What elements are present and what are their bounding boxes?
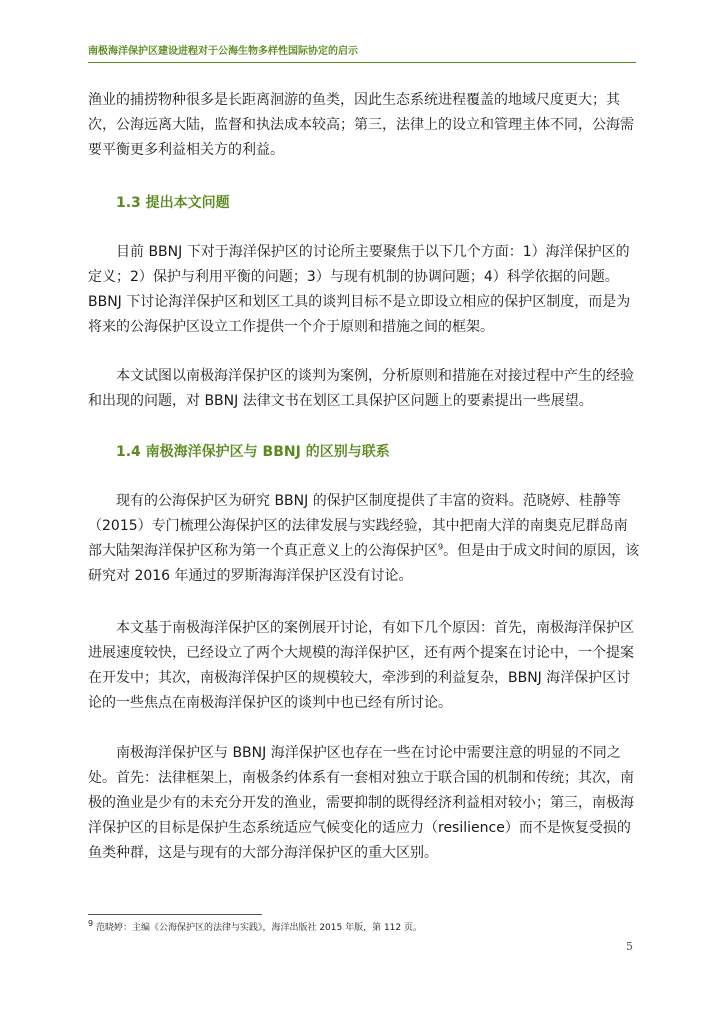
footnote [88, 920, 648, 933]
paragraph-1: 渔业的捕捞物种很多是长距离洄游的鱼类，因此生态系统进程覆盖的地域尺度更大；其次，公海远离大陆，监督和执法成本较高；第三，法律上的设立和管理主体不同，公海需要平衡更多利益相关方的利益。 [88, 92, 634, 158]
header-rule [88, 62, 636, 63]
paragraph-5: 本文基于南极海洋保护区的案例展开讨论，有如下几个原因：首先，南极海洋保护区进展速度较快，已经设立了两个大规模的海洋保护区，还有两个提案在讨论中，一个提案在开发中；其次，南极海洋保护区的规模较大，牵涉到的利益复杂，BBNJ 海洋保护区讨论的一些焦点在南极海洋保护区的谈判中也已经有所讨论。 [88, 620, 634, 711]
paragraph-2: 目前 BBNJ 下对于海洋保护区的讨论所主要聚焦于以下几个方面：1）海洋保护区的定义；2）保护与利用平衡的问题；3）与现有机制的协调问题；4）科学依据的问题。BBNJ 下讨论海洋保护区和划区工具的谈判目标不是立即设立相应的保护区制度，而是为将来的公海保护区设立工作提供一个介于原则和措施之间的框架。 [88, 244, 631, 335]
section-heading-1-3: 1.3 提出本文问题 [116, 195, 230, 211]
footnote-reference[interactable]: 9 [438, 542, 444, 552]
footnote-rule [88, 914, 262, 915]
paragraph-6: 南极海洋保护区与 BBNJ 海洋保护区也存在一些在讨论中需要注意的明显的不同之处。首先：法律框架上，南极条约体系有一套相对独立于联合国的机制和传统；其次，南极的渔业是少有的未充分开发的渔业，需要抑制的既得经济利益相对较小；第三，南极海洋保护区的目标是保护生态系统适应气候变化的适应力（resilience）而不是恢复受损的鱼类种群，这是与现有的大部分海洋保护区的重大区别。 [88, 745, 634, 861]
paragraph-4-text-a: 现有的公海保护区为研究 BBNJ 的保护区制度提供了丰富的资料。范晓婷、桂静等（2015）专门梳理公海保护区的法律发展与实践经验，其中把南大洋的南奥克尼群岛南部大陆架海洋保护区称为第一个真正意义上的公海保护区 [88, 493, 628, 559]
paragraph-3: 本文试图以南极海洋保护区的谈判为案例，分析原则和措施在对接过程中产生的经验和出现的问题，对 BBNJ 法律文书在划区工具保护区问题上的要素提出一些展望。 [88, 368, 634, 409]
page-number: 5 [626, 940, 633, 953]
section-heading-1-4: 1.4 南极海洋保护区与 BBNJ 的区别与联系 [116, 444, 390, 460]
paragraph-4-text-b: 。但是由于成文时间的原因，该研究对 2016 年通过的罗斯海海洋保护区没有讨论。 [88, 543, 640, 584]
footnote-text: 范晓婷：主编《公海保护区的法律与实践》，海洋出版社 2015 年版，第 112 页。 [95, 923, 422, 933]
paragraph-4 [88, 489, 640, 589]
footnote-number: 9 [88, 919, 94, 928]
running-head: 南极海洋保护区建设进程对于公海生物多样性国际协定的启示 [88, 46, 358, 57]
